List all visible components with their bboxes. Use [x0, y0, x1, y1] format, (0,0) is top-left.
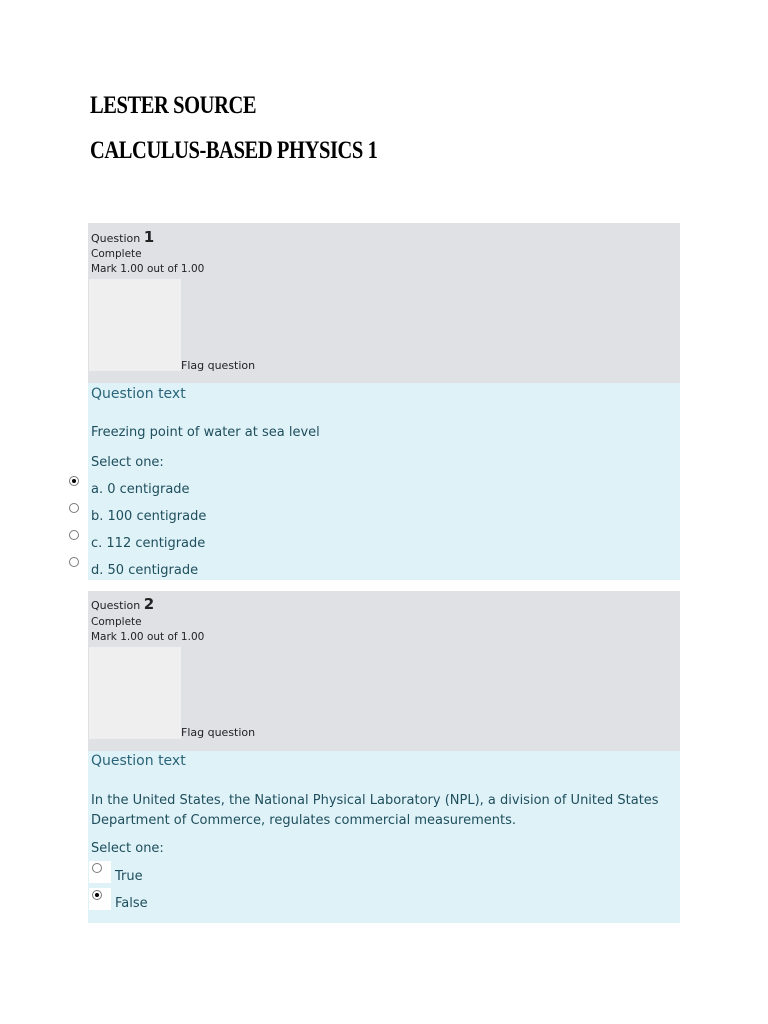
question-grade: Mark 1.00 out of 1.00	[91, 631, 205, 643]
question-2-info	[88, 591, 680, 751]
question-number-value: 2	[143, 595, 155, 613]
answer-a-radio[interactable]	[66, 474, 88, 496]
answer-d-radio[interactable]	[66, 555, 88, 577]
answer-d-label[interactable]: d. 50 centigrade	[91, 563, 199, 578]
answer-c-radio[interactable]	[66, 528, 88, 550]
flag-question-link[interactable]: Flag question	[181, 726, 256, 739]
answer-true-label[interactable]: True	[115, 869, 143, 884]
flag-icon[interactable]	[89, 279, 181, 371]
flag-icon[interactable]	[89, 647, 181, 739]
answer-false-radio[interactable]	[89, 888, 111, 910]
answer-b-label[interactable]: b. 100 centigrade	[91, 509, 207, 524]
question-state: Complete	[91, 616, 142, 628]
question-label: Question	[91, 232, 141, 245]
flag-question-link[interactable]: Flag question	[181, 359, 256, 372]
document-title: LESTER SOURCE	[90, 92, 257, 119]
answer-c-label[interactable]: c. 112 centigrade	[91, 536, 206, 551]
select-one-prompt: Select one:	[91, 841, 164, 856]
course-title: CALCULUS-BASED PHYSICS 1	[90, 137, 378, 164]
question-text-heading: Question text	[91, 753, 186, 769]
question-text: Freezing point of water at sea level	[91, 425, 320, 440]
question-grade: Mark 1.00 out of 1.00	[91, 263, 205, 275]
answer-b-radio[interactable]	[66, 501, 88, 523]
question-state: Complete	[91, 248, 142, 260]
question-text: In the United States, the National Physical Laboratory (NPL), a division of United States Department of Commerce, regulates commercial measurements.	[91, 793, 659, 828]
question-1-info	[88, 223, 680, 383]
question-number	[91, 595, 154, 613]
select-one-prompt: Select one:	[91, 455, 164, 470]
question-2-content	[88, 751, 680, 923]
question-text-heading: Question text	[91, 386, 186, 402]
question-number	[91, 228, 154, 246]
question-label: Question	[91, 599, 141, 612]
answer-true-radio[interactable]	[89, 861, 111, 883]
answer-false-label[interactable]: False	[115, 896, 148, 911]
answer-a-label[interactable]: a. 0 centigrade	[91, 482, 190, 497]
question-number-value: 1	[143, 228, 155, 246]
